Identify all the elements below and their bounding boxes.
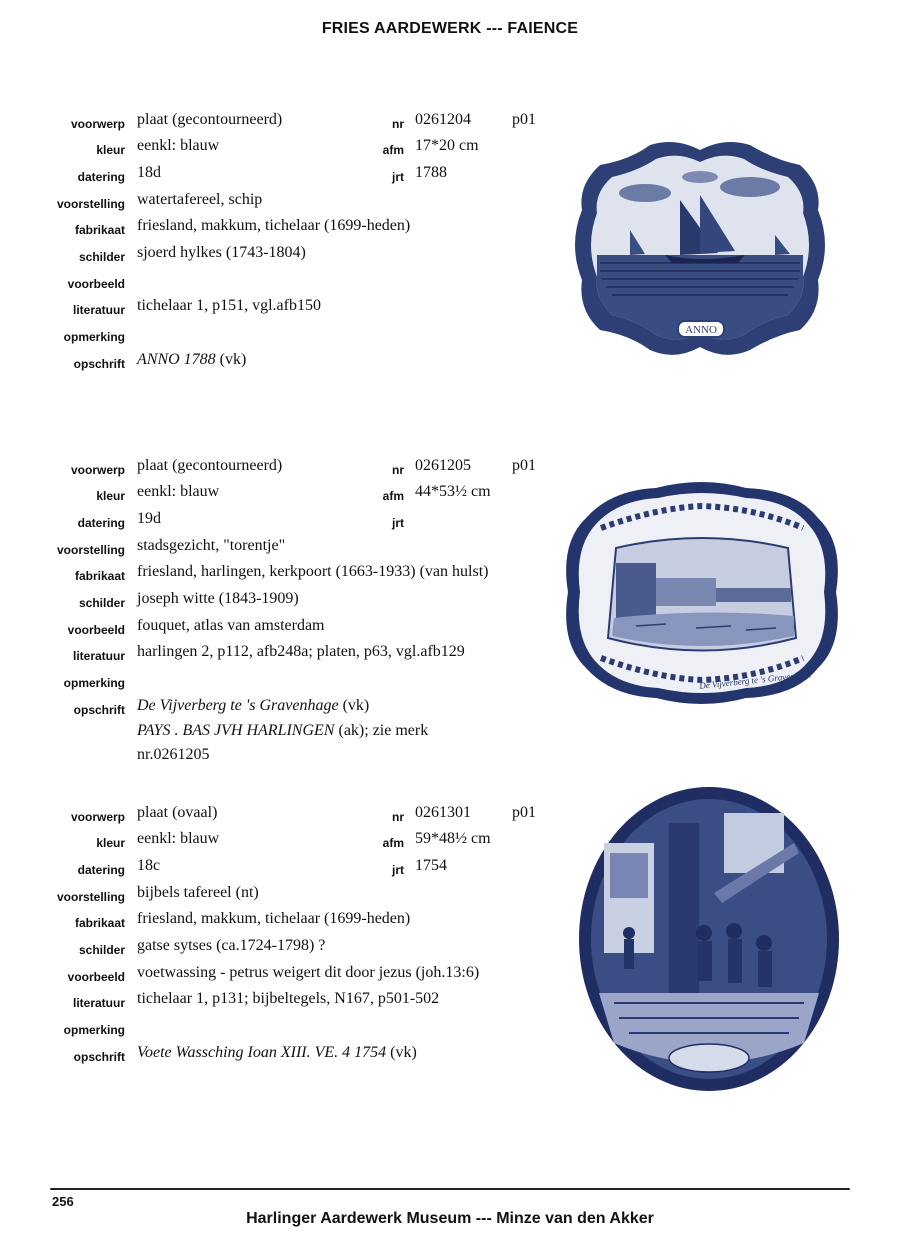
label-nr: nr bbox=[392, 463, 404, 477]
label-fabrikaat: fabrikaat bbox=[74, 916, 125, 930]
value-opschrift bbox=[137, 1044, 417, 1062]
opschrift2-italic: PAYS . BAS JVH HARLINGEN bbox=[137, 722, 335, 739]
value-literatuur: tichelaar 1, p151, vgl.afb150 bbox=[137, 297, 321, 314]
value-datering: 19d bbox=[137, 510, 161, 527]
label-voorbeeld: voorbeeld bbox=[67, 277, 125, 291]
label-opmerking: opmerking bbox=[63, 330, 125, 344]
label-afm: afm bbox=[382, 489, 404, 503]
value-jrt: 1754 bbox=[415, 857, 447, 874]
label-datering: datering bbox=[77, 170, 125, 184]
label-datering: datering bbox=[77, 863, 125, 877]
value-literatuur: harlingen 2, p112, afb248a; platen, p63, vgl.afb129 bbox=[137, 643, 465, 660]
label-nr: nr bbox=[392, 810, 404, 824]
value-nr: 0261301 bbox=[415, 804, 471, 821]
value-voorbeeld: voetwassing - petrus weigert dit door jezus (joh.13:6) bbox=[137, 964, 480, 981]
label-voorstelling: voorstelling bbox=[56, 197, 125, 211]
value-p: p01 bbox=[512, 457, 536, 474]
value-voorwerp: plaat (gecontourneerd) bbox=[137, 457, 283, 474]
value-datering: 18d bbox=[137, 164, 161, 181]
value-voorbeeld: fouquet, atlas van amsterdam bbox=[137, 617, 325, 634]
plate-cartouche: De Vijverberg te 's Gravenhage bbox=[698, 669, 813, 691]
value-voorwerp: plaat (gecontourneerd) bbox=[137, 111, 283, 128]
label-datering: datering bbox=[77, 516, 125, 530]
value-fabrikaat: friesland, makkum, tichelaar (1699-heden) bbox=[137, 910, 411, 927]
label-opschrift: opschrift bbox=[73, 357, 125, 371]
value-schilder: gatse sytses (ca.1724-1798) ? bbox=[137, 937, 326, 954]
plate-photo-ships bbox=[560, 125, 845, 373]
label-kleur: kleur bbox=[96, 489, 125, 503]
page-header: FRIES AARDEWERK --- FAIENCE bbox=[321, 20, 579, 37]
label-nr: nr bbox=[392, 117, 404, 131]
value-kleur: eenkl: blauw bbox=[137, 830, 220, 847]
label-literatuur: literatuur bbox=[72, 649, 125, 663]
value-afm: 59*48½ cm bbox=[415, 830, 491, 847]
opschrift-tail: (vk) bbox=[215, 351, 247, 368]
value-opschrift bbox=[137, 351, 246, 369]
page-number: 256 bbox=[52, 1194, 74, 1209]
label-fabrikaat: fabrikaat bbox=[74, 569, 125, 583]
label-literatuur: literatuur bbox=[72, 303, 125, 317]
label-opmerking: opmerking bbox=[63, 1023, 125, 1037]
opschrift-italic: ANNO 1788 bbox=[137, 351, 216, 368]
label-schilder: schilder bbox=[78, 943, 125, 957]
value-afm: 17*20 cm bbox=[415, 137, 479, 154]
value-afm: 44*53½ cm bbox=[415, 483, 491, 500]
opschrift2-tail: (ak); zie merk bbox=[334, 722, 429, 739]
label-kleur: kleur bbox=[96, 143, 125, 157]
label-schilder: schilder bbox=[78, 596, 125, 610]
plate-photo-biblical bbox=[574, 783, 844, 1095]
label-voorwerp: voorwerp bbox=[70, 463, 125, 477]
value-voorwerp: plaat (ovaal) bbox=[137, 804, 218, 821]
label-jrt: jrt bbox=[392, 863, 404, 877]
value-voorstelling: bijbels tafereel (nt) bbox=[137, 884, 259, 901]
label-voorwerp: voorwerp bbox=[70, 810, 125, 824]
value-schilder: joseph witte (1843-1909) bbox=[137, 590, 299, 607]
opschrift-italic: Voete Wassching Ioan XIII. VE. 4 1754 bbox=[137, 1044, 387, 1061]
footer-divider bbox=[50, 1188, 850, 1190]
value-kleur: eenkl: blauw bbox=[137, 483, 220, 500]
label-kleur: kleur bbox=[96, 836, 125, 850]
value-voorstelling: stadsgezicht, "torentje" bbox=[137, 537, 286, 554]
label-literatuur: literatuur bbox=[72, 996, 125, 1010]
label-opschrift: opschrift bbox=[73, 1050, 125, 1064]
value-fabrikaat: friesland, makkum, tichelaar (1699-heden) bbox=[137, 217, 411, 234]
page-footer: Harlinger Aardewerk Museum --- Minze van den Akker bbox=[246, 1210, 654, 1227]
label-fabrikaat: fabrikaat bbox=[74, 223, 125, 237]
plate-photo-cityview bbox=[556, 468, 848, 716]
value-nr: 0261204 bbox=[415, 111, 471, 128]
value-schilder: sjoerd hylkes (1743-1804) bbox=[137, 244, 306, 261]
label-jrt: jrt bbox=[392, 170, 404, 184]
opschrift-tail: (vk) bbox=[386, 1044, 417, 1061]
label-voorstelling: voorstelling bbox=[56, 890, 125, 904]
label-voorbeeld: voorbeeld bbox=[67, 623, 125, 637]
opschrift-italic: De Vijverberg te 's Gravenhage bbox=[137, 697, 339, 714]
value-literatuur: tichelaar 1, p131; bijbeltegels, N167, p501-502 bbox=[137, 990, 440, 1007]
value-opschrift bbox=[137, 697, 369, 715]
label-voorbeeld: voorbeeld bbox=[67, 970, 125, 984]
value-fabrikaat: friesland, harlingen, kerkpoort (1663-1933) (van hulst) bbox=[137, 563, 489, 580]
value-datering: 18c bbox=[137, 857, 161, 874]
opschrift-tail: (vk) bbox=[338, 697, 370, 714]
label-voorwerp: voorwerp bbox=[70, 117, 125, 131]
label-opmerking: opmerking bbox=[63, 676, 125, 690]
label-voorstelling: voorstelling bbox=[56, 543, 125, 557]
label-schilder: schilder bbox=[78, 250, 125, 264]
value-p: p01 bbox=[512, 804, 536, 821]
label-opschrift: opschrift bbox=[73, 703, 125, 717]
label-jrt: jrt bbox=[392, 516, 404, 530]
value-voorstelling: watertafereel, schip bbox=[137, 191, 263, 208]
value-kleur: eenkl: blauw bbox=[137, 137, 220, 154]
value-p: p01 bbox=[512, 111, 536, 128]
value-jrt: 1788 bbox=[415, 164, 447, 181]
label-afm: afm bbox=[382, 143, 404, 157]
value-opschrift-line3: nr.0261205 bbox=[137, 746, 210, 763]
label-afm: afm bbox=[382, 836, 404, 850]
value-opschrift-line2 bbox=[137, 722, 428, 740]
value-nr: 0261205 bbox=[415, 457, 471, 474]
plate-inscription: ANNO bbox=[685, 324, 717, 336]
